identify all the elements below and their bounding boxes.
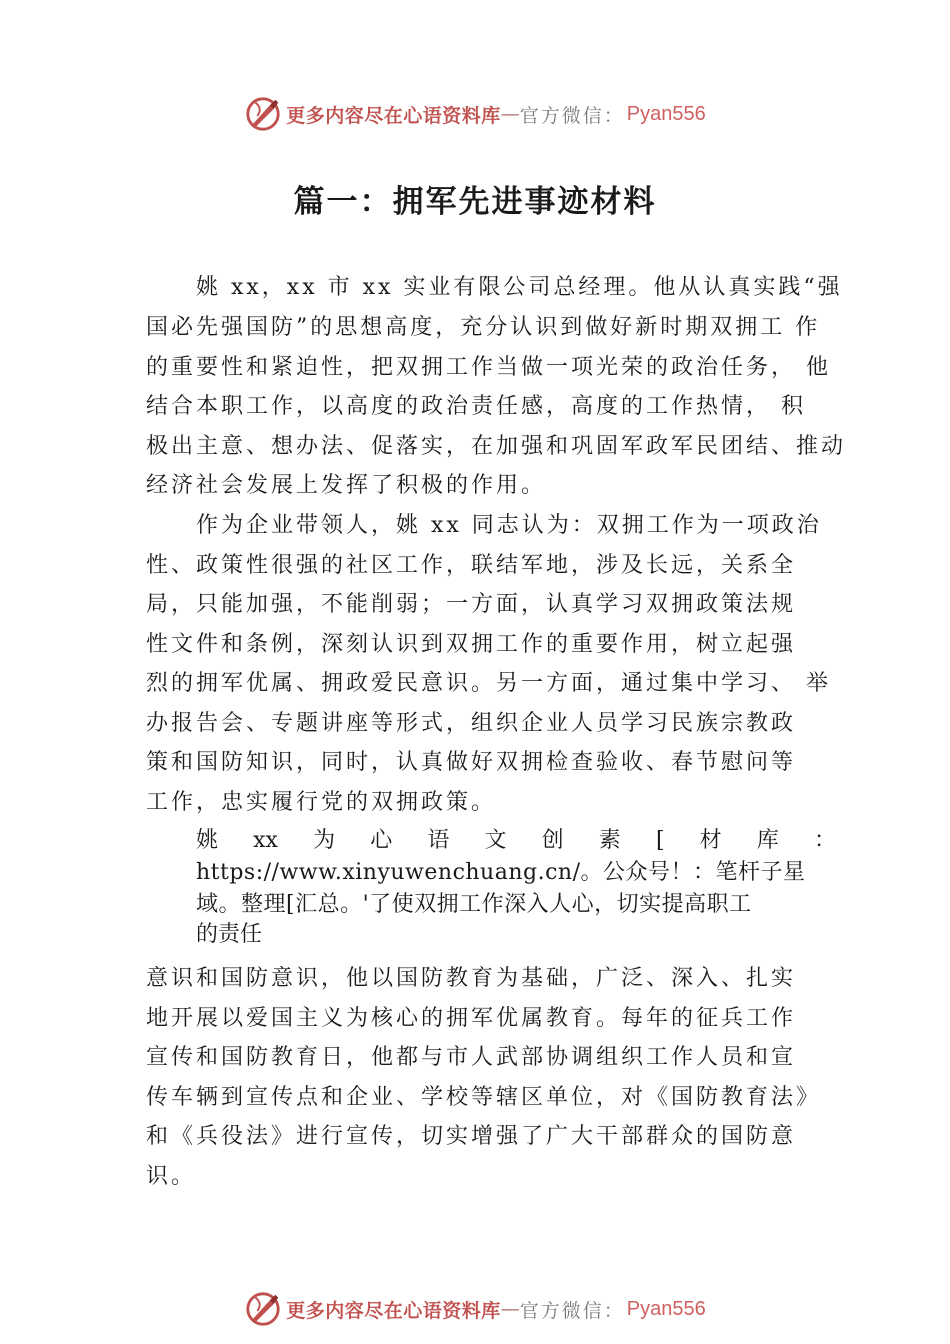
p3-line: 传车辆到宣传点和企业、学校等辖区单位，对《国防教育法》 — [146, 1085, 822, 1110]
p1-line: 的重要性和紧迫性，把双拥工作当做一项光荣的政治任务， 他 — [146, 355, 831, 380]
source-note-line: 域。整理[汇总。'了使双拥工作深入人心，切实提高职工 — [196, 892, 752, 917]
note-token: xx — [253, 828, 278, 853]
note-token: 素 — [598, 828, 621, 853]
note-token: 材 — [699, 828, 722, 853]
p2-line: 作为企业带领人，姚 xx 同志认为：双拥工作为一项政治 — [196, 513, 822, 538]
banner-library-text: 更多内容尽在心语资料库 — [286, 1299, 501, 1322]
p1-line: 国必先强国防”的思想高度，充分认识到做好新时期双拥工 作 — [146, 315, 821, 340]
banner-wechat-label: 官方微信： — [519, 104, 625, 127]
note-token: 为 — [313, 828, 336, 853]
banner-library-text: 更多内容尽在心语资料库 — [286, 104, 501, 127]
footer-banner — [0, 1289, 950, 1329]
p2-line: 性、政策性很强的社区工作，联结军地，涉及长远，关系全 — [146, 553, 797, 578]
note-token: 创 — [541, 828, 564, 853]
p1-line: 极出主意、想办法、促落实，在加强和巩固军政军民团结、推动 — [146, 434, 847, 459]
p2-line: 工作，忠实履行党的双拥政策。 — [146, 790, 497, 815]
p2-line: 办报告会、专题讲座等形式，组织企业人员学习民族宗教政 — [146, 711, 797, 736]
p3-line: 识。 — [146, 1164, 197, 1189]
p2-line: 烈的拥军优属、拥政爱民意识。另一方面，通过集中学习、 举 — [146, 671, 831, 696]
p3-line: 和《兵役法》进行宣传，切实增强了广大干部群众的国防意 — [146, 1124, 797, 1149]
p3-line: 意识和国防意识，他以国防教育为基础，广泛、深入、扎实 — [146, 966, 797, 991]
note-token: ： — [813, 828, 836, 853]
p2-line: 局，只能加强，不能削弱；一方面，认真学习双拥政策法规 — [146, 592, 797, 617]
p3-line: 地开展以爱国主义为核心的拥军优属教育。每年的征兵工作 — [146, 1006, 797, 1031]
source-note-url-line: https://www.xinyuwenchuang.cn/。公众号！：笔杆子星 — [196, 860, 806, 885]
banner-wechat-id: Pyan556 — [626, 1297, 706, 1320]
note-token: 姚 — [196, 828, 219, 853]
p1-line: 结合本职工作，以高度的政治责任感，高度的工作热情， 积 — [146, 394, 806, 419]
note-token: 库 — [756, 828, 779, 853]
p2-line: 性文件和条例，深刻认识到双拥工作的重要作用，树立起强 — [146, 632, 797, 657]
note-token: 语 — [427, 828, 450, 853]
pen-nib-logo-icon — [244, 95, 282, 133]
banner-wechat-id: Pyan556 — [626, 102, 706, 125]
source-note-line — [196, 826, 836, 856]
note-token: 文 — [484, 828, 507, 853]
source-note-line: 的责任 — [196, 922, 263, 947]
banner-wechat-label: 官方微信： — [519, 1299, 625, 1322]
p3-line: 宣传和国防教育日，他都与市人武部协调组织工作人员和宣 — [146, 1045, 797, 1070]
p1-line: 姚 xx，xx 市 xx 实业有限公司总经理。他从认真实践“强 — [196, 275, 843, 300]
p1-line: 经济社会发展上发挥了积极的作用。 — [146, 473, 547, 498]
page-title: 篇一：拥军先进事迹材料 — [293, 184, 657, 220]
pen-nib-logo-icon — [244, 1290, 282, 1328]
header-banner — [0, 94, 950, 134]
p2-line: 策和国防知识，同时，认真做好双拥检查验收、春节慰问等 — [146, 750, 797, 775]
banner-dash: — — [500, 1298, 520, 1320]
note-token: 心 — [370, 828, 393, 853]
note-token: [ — [655, 828, 665, 853]
banner-dash: — — [500, 103, 520, 125]
